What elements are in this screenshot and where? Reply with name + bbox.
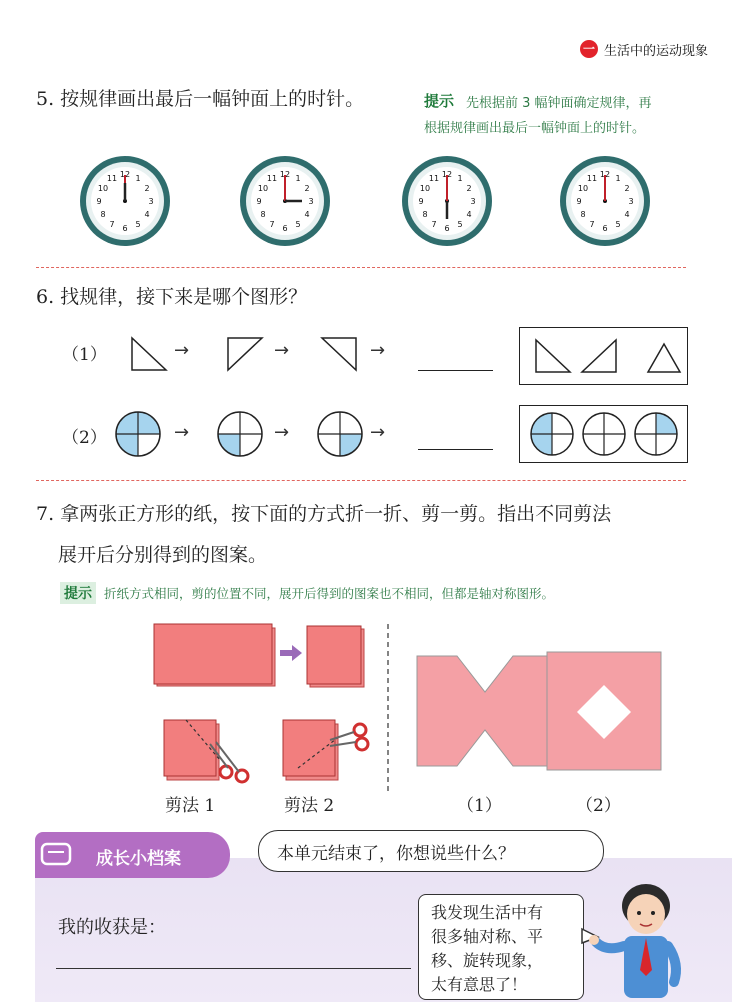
speech-line: 很多轴对称、平: [431, 927, 544, 946]
option-triangle-a[interactable]: [536, 340, 570, 372]
row-2-label: （2）: [62, 428, 107, 448]
prompt-text: 本单元结束了，你想说些什么？: [277, 844, 515, 864]
question-5-hint-label: [424, 90, 454, 111]
pattern-1-shape: [417, 656, 553, 766]
clock-2: [240, 156, 330, 246]
clock-3: [402, 156, 492, 246]
answer-blank-2[interactable]: [418, 449, 493, 450]
arrow: →: [274, 340, 290, 361]
hint-label: 提示: [64, 586, 92, 602]
hint-label: 提示: [424, 92, 455, 110]
prompt-bubble: [258, 830, 604, 872]
options-svg: [520, 328, 687, 384]
question-7-line1: 7. 拿两张正方形的纸，按下面的方式折一折、剪一剪。指出不同剪法: [36, 503, 612, 525]
speech-line: 我发现生活中有: [431, 903, 544, 922]
circle-1: [116, 412, 160, 456]
cut-1-paper: [164, 720, 216, 776]
growth-record-title: 成长小档案: [96, 849, 181, 869]
clock-1: [80, 156, 170, 246]
arrow: →: [174, 422, 190, 443]
question-7-hint-text: 折纸方式相同，剪的位置不同，展开后得到的图案也不相同，但都是轴对称图形。: [104, 586, 555, 601]
question-5-text: 5. 按规律画出最后一幅钟面上的时针。: [36, 88, 365, 110]
arrow: →: [174, 340, 190, 361]
options-svg: [520, 406, 687, 462]
folded-square: [307, 626, 361, 684]
circle-3: [318, 412, 362, 456]
option-circle-b[interactable]: [583, 413, 625, 455]
question-7-line2: 展开后分别得到的图案。: [58, 544, 268, 566]
pattern-2-label: （2）: [576, 796, 621, 816]
divider-1: [36, 267, 686, 268]
gain-answer-line[interactable]: [56, 968, 411, 969]
question-7-hint-label-box: [60, 582, 96, 604]
row-2-options: [519, 405, 688, 463]
gain-label: 我的收获是：: [58, 917, 166, 938]
cut-2-paper: [283, 720, 335, 776]
arrow: →: [370, 422, 386, 443]
triangle-3: [322, 338, 356, 370]
question-5-hint-line1: 先根据前 3 幅钟面确定规律，再: [466, 96, 652, 111]
row-1-options: [519, 327, 688, 385]
boy-illustration: [588, 880, 726, 1002]
divider-2: [36, 480, 686, 481]
pattern-1-label: （1）: [457, 796, 502, 816]
speech-line: 移、旋转现象，: [431, 951, 544, 970]
question-5-hint-line2: 根据规律画出最后一幅钟面上的时针。: [424, 121, 646, 136]
triangle-1: [132, 338, 166, 370]
unit-badge: 一: [580, 40, 598, 58]
triangle-2: [228, 338, 262, 370]
unit-title: 生活中的运动现象: [604, 44, 709, 59]
clock-4: [560, 156, 650, 246]
row-1-label: （1）: [62, 345, 107, 365]
row-1-sequence: [128, 334, 408, 374]
paper-rect-top: [154, 624, 272, 684]
question-6-text: 6. 找规律，接下来是哪个图形？: [36, 286, 308, 308]
arrow: →: [274, 422, 290, 443]
clock-row: 12 12 345 678 91011: [70, 146, 670, 256]
option-triangle-c[interactable]: [648, 344, 680, 372]
option-circle-c[interactable]: [635, 413, 677, 455]
folding-illustration: [150, 620, 690, 795]
circle-2: [218, 412, 262, 456]
answer-blank-1[interactable]: [418, 370, 493, 371]
option-circle-a[interactable]: [531, 413, 573, 455]
option-triangle-b[interactable]: [582, 340, 616, 372]
row-2-sequence: [114, 410, 374, 458]
cut-1-label: 剪法 1: [165, 796, 216, 816]
speech-line: 太有意思了！: [431, 975, 528, 994]
arrow: →: [370, 340, 386, 361]
cut-2-label: 剪法 2: [284, 796, 335, 816]
fold-arrow-icon: [280, 645, 302, 661]
folder-icon: [40, 840, 72, 868]
speech-bubble: [418, 894, 584, 1000]
